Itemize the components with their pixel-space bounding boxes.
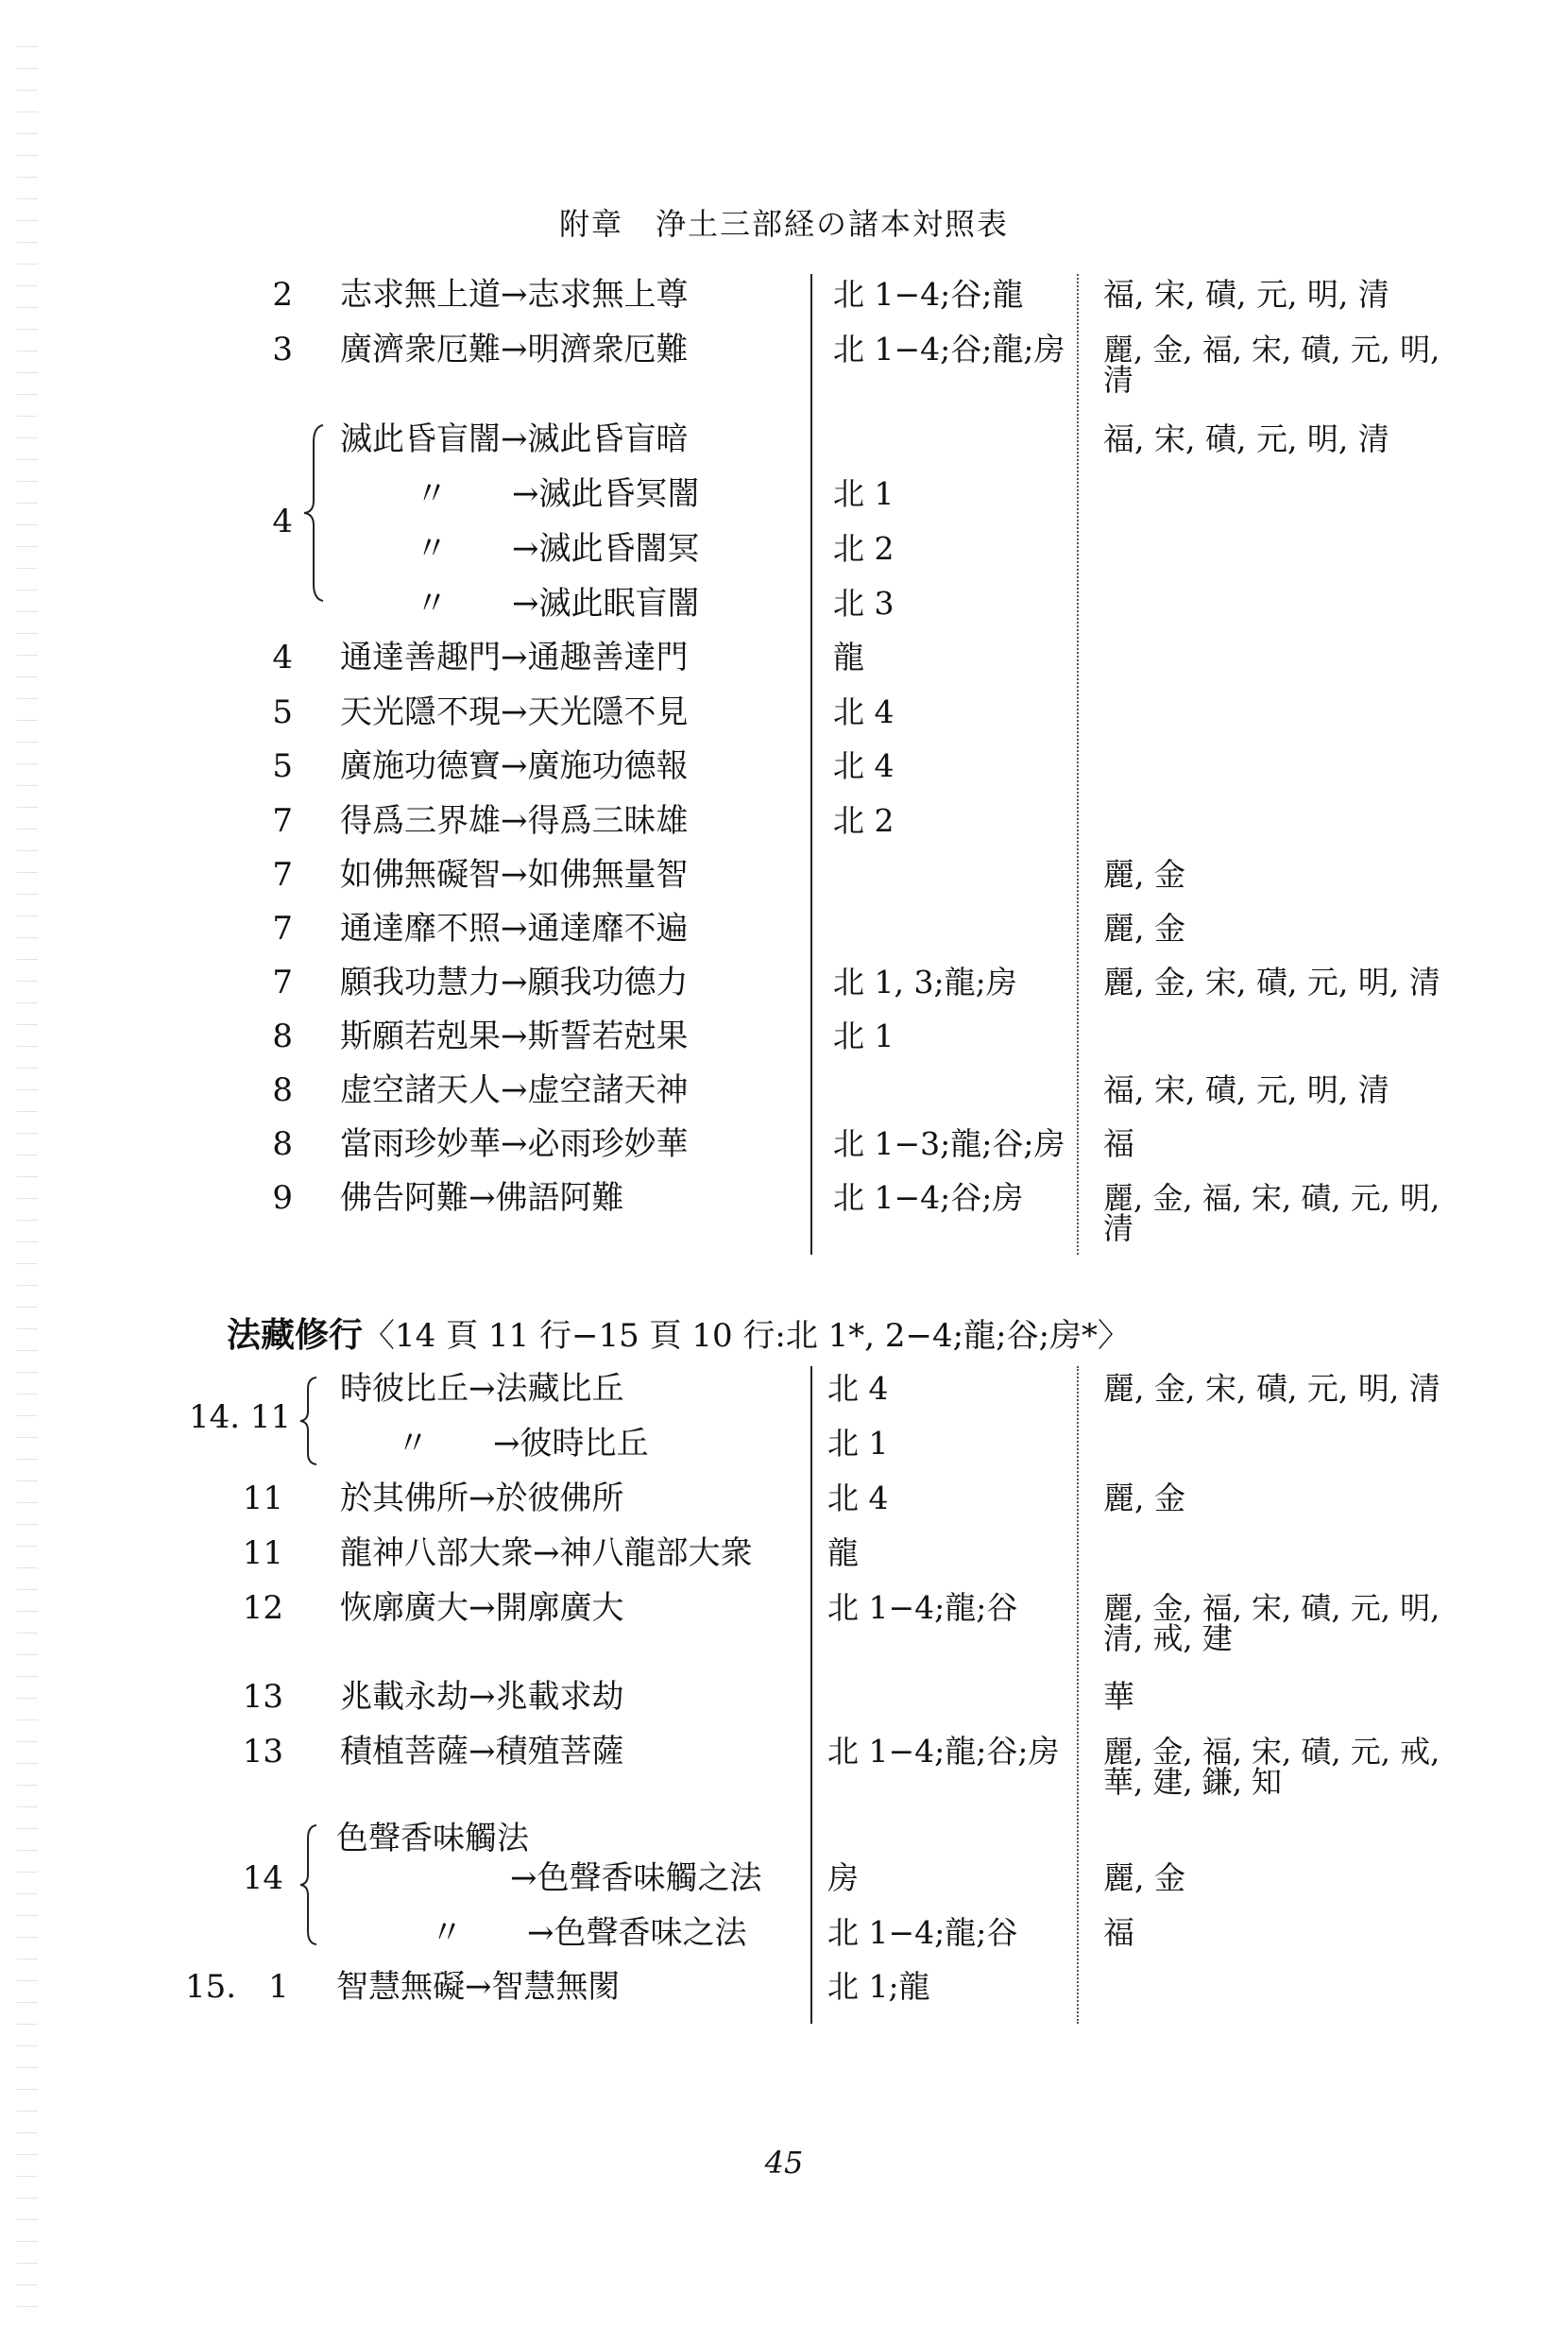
line-number: 8 <box>272 1018 293 1055</box>
editions: 麗, 金, 福, 宋, 磧, 元, 明, 清 <box>1103 332 1440 398</box>
editions: 華 <box>1103 1678 1134 1715</box>
variant-reading: 志求無上道→志求無上尊 <box>340 276 689 314</box>
variant-reading: 積植菩薩→積殖菩薩 <box>340 1733 624 1771</box>
manuscripts: 北 2 <box>833 802 895 839</box>
variant-reading: 智慧無礙→智慧無閡 <box>336 1968 621 2006</box>
table-row <box>0 530 1568 583</box>
variant-reading: 斯願若剋果→斯誓若尅果 <box>340 1018 689 1055</box>
table-row <box>0 1018 1568 1070</box>
table-row <box>0 693 1568 746</box>
line-number: 7 <box>272 856 293 894</box>
table-row <box>0 1071 1568 1124</box>
line-number: 2 <box>272 276 293 314</box>
editions: 麗, 金 <box>1103 856 1185 893</box>
section-range: 〈14 頁 11 行−15 頁 10 行:北 1*, 2−4;龍;谷;房*〉 <box>363 1317 1131 1355</box>
line-number: 8 <box>272 1071 293 1109</box>
variant-reading: 恢廓廣大→開廓廣大 <box>340 1589 624 1627</box>
line-number: 11 <box>242 1480 283 1517</box>
variant-reading: 廣濟衆厄難→明濟衆厄難 <box>340 331 689 368</box>
line-number: 14. 11 <box>189 1398 292 1436</box>
variant-reading: 滅此昏盲闇→滅此昏盲暗 <box>340 420 689 458</box>
variant-reading: 當雨珍妙華→必雨珍妙華 <box>340 1125 689 1163</box>
variant-reading: 天光隱不現→天光隱不見 <box>340 693 689 731</box>
manuscripts: 北 1−4;龍;谷 <box>827 1589 1018 1626</box>
variant-reading: 〃 →滅此昏冥闇 <box>416 475 700 513</box>
line-number: 12 <box>242 1589 283 1627</box>
manuscripts: 北 1−4;龍;谷;房 <box>827 1733 1060 1770</box>
line-number: 13 <box>242 1733 283 1771</box>
section-heading <box>227 1309 1130 1357</box>
editions: 福, 宋, 磧, 元, 明, 清 <box>1103 276 1389 313</box>
table-row <box>0 964 1568 1017</box>
table-row <box>0 639 1568 692</box>
manuscripts: 龍 <box>833 639 864 676</box>
table-row <box>0 910 1568 963</box>
manuscripts: 北 4 <box>827 1370 889 1407</box>
editions: 麗, 金, 宋, 磧, 元, 明, 清 <box>1103 1370 1440 1407</box>
manuscripts: 北 1−4;谷;龍 <box>833 276 1024 313</box>
table-row <box>0 1968 1568 2021</box>
line-number: 5 <box>272 693 293 731</box>
table-row <box>0 1534 1568 1587</box>
header-chapter: 附章 <box>558 206 623 242</box>
editions: 麗, 金, 福, 宋, 磧, 元, 戒, 華, 建, 鎌, 知 <box>1103 1734 1440 1800</box>
editions: 麗, 金 <box>1103 910 1185 947</box>
line-number: 14 <box>242 1859 283 1897</box>
line-number: 3 <box>272 331 293 368</box>
manuscripts: 北 1−3;龍;谷;房 <box>833 1125 1065 1162</box>
manuscripts: 北 3 <box>833 585 895 622</box>
table-row <box>0 585 1568 638</box>
page-number: 45 <box>764 2145 804 2181</box>
table-row <box>0 747 1568 800</box>
manuscripts: 北 1, 3;龍;房 <box>833 964 1017 1001</box>
editions: 福, 宋, 磧, 元, 明, 清 <box>1103 420 1389 457</box>
variant-reading: 於其佛所→於彼佛所 <box>340 1480 624 1517</box>
variant-reading: 龍神八部大衆→神八龍部大衆 <box>340 1534 753 1572</box>
variant-reading: 得爲三界雄→得爲三昧雄 <box>340 802 689 840</box>
table-row <box>0 802 1568 855</box>
manuscripts: 北 1;龍 <box>827 1968 930 2005</box>
variant-reading: →色聲香味觸之法 <box>510 1859 762 1897</box>
manuscripts: 北 1 <box>833 475 895 512</box>
variant-reading: 通達善趣門→通趣善達門 <box>340 639 689 676</box>
editions: 福 <box>1103 1125 1134 1162</box>
manuscripts: 北 4 <box>827 1480 889 1516</box>
table-row <box>0 331 1568 398</box>
variant-reading: 色聲香味觸法 <box>336 1820 529 1857</box>
manuscripts: 龍 <box>827 1534 859 1571</box>
variant-reading: 通達靡不照→通達靡不遍 <box>340 910 689 948</box>
variant-reading: 願我功慧力→願我功德力 <box>340 964 689 1001</box>
table-row <box>0 1733 1568 1800</box>
line-number: 15. 1 <box>185 1968 289 2006</box>
table-row <box>0 1914 1568 1967</box>
variant-reading: 時彼比丘→法藏比丘 <box>340 1370 624 1408</box>
table-row <box>0 1859 1568 1912</box>
running-header <box>0 200 1568 244</box>
variant-reading: 〃 →彼時比丘 <box>397 1425 649 1463</box>
line-number: 13 <box>242 1678 283 1716</box>
line-number: 8 <box>272 1125 293 1163</box>
editions: 福 <box>1103 1914 1134 1951</box>
table-row <box>0 1480 1568 1532</box>
variant-reading: 佛告阿難→佛語阿難 <box>340 1179 624 1217</box>
line-number: 7 <box>272 910 293 948</box>
table-row <box>0 1425 1568 1478</box>
variant-reading: 虚空諸天人→虚空諸天神 <box>340 1071 689 1109</box>
table-row <box>0 1678 1568 1731</box>
manuscripts: 北 1 <box>827 1425 889 1462</box>
variant-reading: 如佛無礙智→如佛無量智 <box>340 856 689 894</box>
manuscripts: 北 4 <box>833 747 895 784</box>
line-number: 7 <box>272 802 293 840</box>
table-row <box>0 856 1568 909</box>
manuscripts: 房 <box>827 1859 859 1896</box>
line-number: 7 <box>272 964 293 1001</box>
manuscripts: 北 1−4;谷;房 <box>833 1179 1024 1216</box>
line-number: 4 <box>272 639 293 676</box>
manuscripts: 北 4 <box>833 693 895 730</box>
table-row <box>0 1589 1568 1656</box>
variant-reading: 兆載永劫→兆載求劫 <box>340 1678 624 1716</box>
editions: 福, 宋, 磧, 元, 明, 清 <box>1103 1071 1389 1108</box>
table-row <box>0 420 1568 473</box>
variant-reading: 廣施功德寶→廣施功德報 <box>340 747 689 785</box>
variant-reading: 〃 →色聲香味之法 <box>431 1914 747 1952</box>
editions: 麗, 金, 福, 宋, 磧, 元, 明, 清 <box>1103 1180 1440 1246</box>
manuscripts: 北 1 <box>833 1018 895 1054</box>
table-row <box>0 276 1568 329</box>
line-number: 4 <box>272 503 293 540</box>
editions: 麗, 金, 宋, 磧, 元, 明, 清 <box>1103 964 1440 1001</box>
editions: 麗, 金 <box>1103 1859 1185 1896</box>
table-row <box>0 1179 1568 1246</box>
variant-reading: 〃 →滅此昏闇冥 <box>416 530 700 568</box>
manuscripts: 北 1−4;谷;龍;房 <box>833 331 1065 368</box>
line-number: 9 <box>272 1179 293 1217</box>
section-title: 法藏修行 <box>227 1315 364 1355</box>
editions: 麗, 金 <box>1103 1480 1185 1516</box>
editions: 麗, 金, 福, 宋, 磧, 元, 明, 清, 戒, 建 <box>1103 1590 1440 1656</box>
manuscripts: 北 1−4;龍;谷 <box>827 1914 1018 1951</box>
line-number: 5 <box>272 747 293 785</box>
header-title: 浄土三部経の諸本対照表 <box>656 206 1010 242</box>
line-number: 11 <box>242 1534 283 1572</box>
table-row <box>0 1125 1568 1178</box>
variant-reading: 〃 →滅此眠盲闇 <box>416 585 700 623</box>
manuscripts: 北 2 <box>833 530 895 567</box>
